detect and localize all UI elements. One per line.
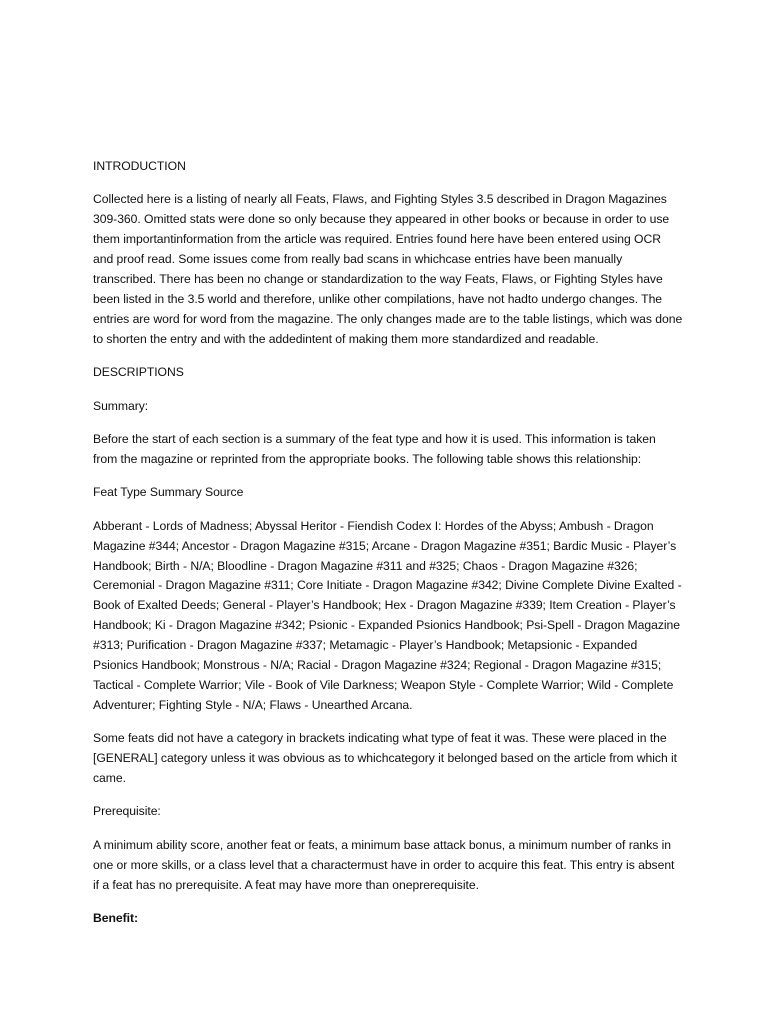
sources-paragraph: Abberant - Lords of Madness; Abyssal Heritor - Fiendish Codex I: Hordes of the Abyss; Ambush - Dragon Magazine #344; Ancestor - Dragon Magazine #315; Arcane - Dragon Magazine #351; Bardic Music - Player’s Handbook; Birth - N/A; Bloodline - Dragon Magazine #311 and #325; Chaos - Dragon Magazine #326; Ceremonial - Dragon Magazine #311; Core Initiate - Dragon Magazine #342; Divine Complete Divine Exalted - Book of Exalted Deeds; General - Player’s Handbook; Hex - Dragon Magazine #339; Item Creation - Player’s Handbook; Ki - Dragon Magazine #342; Psionic - Expanded Psionics Handbook; Psi-Spell - Dragon Magazine #313; Purification - Dragon Magazine #337; Metamagic - Player’s Handbook; Metapsionic - Expanded Psionics Handbook; Monstrous - N/A; Racial - Dragon Magazine #324; Regional - Dragon Magazine #315; Tactical - Complete Warrior; Vile - Book of Vile Darkness; Weapon Style - Complete Warrior; Wild - Complete Adventurer; Fighting Style - N/A; Flaws - Unearthed Arcana. — [93, 518, 682, 712]
summary-label: Summary: — [93, 398, 149, 413]
table-header: Feat Type Summary Source — [93, 485, 244, 500]
prerequisite-label: Prerequisite: — [93, 804, 161, 819]
category-paragraph: Some feats did not have a category in brackets indicating what type of feat it was. These were placed in the [GENERAL] category unless it was obvious as to whichcategory it belonged based on the article from which it came. — [93, 731, 678, 786]
document-page — [93, 157, 683, 943]
heading-descriptions: DESCRIPTIONS — [93, 365, 184, 380]
benefit-label: Benefit: — [93, 911, 138, 926]
heading-introduction: INTRODUCTION — [93, 159, 186, 173]
intro-paragraph: Collected here is a listing of nearly all Feats, Flaws, and Fighting Styles 3.5 described in Dragon Magazines 309-360. Omitted stats were done so only because they appeared in other books or because in order to use them importantinformation from the article was required. Entries found here have been entered using OCR and proof read. Some issues come from really bad scans in whichcase entries have been manually transcribed. There has been no change or standardization to the way Feats, Flaws, or Fighting Styles have been listed in the 3.5 world and therefore, unlike other compilations, have not hadto undergo changes. The entries are word for word from the magazine. The only changes made are to the table listings, which was done to shorten the entry and with the addedintent of making them more standardized and readable. — [93, 192, 683, 346]
prerequisite-paragraph: A minimum ability score, another feat or feats, a minimum base attack bonus, a minimum number of ranks in one or more skills, or a class level that a charactermust have in order to acquire this feat. This entry is absent if a feat has no prerequisite. A feat may have more than oneprerequisite. — [93, 837, 675, 892]
summary-paragraph: Before the start of each section is a summary of the feat type and how it is used. This information is taken from the magazine or reprinted from the appropriate books. The following table shows this relationship: — [93, 431, 656, 466]
